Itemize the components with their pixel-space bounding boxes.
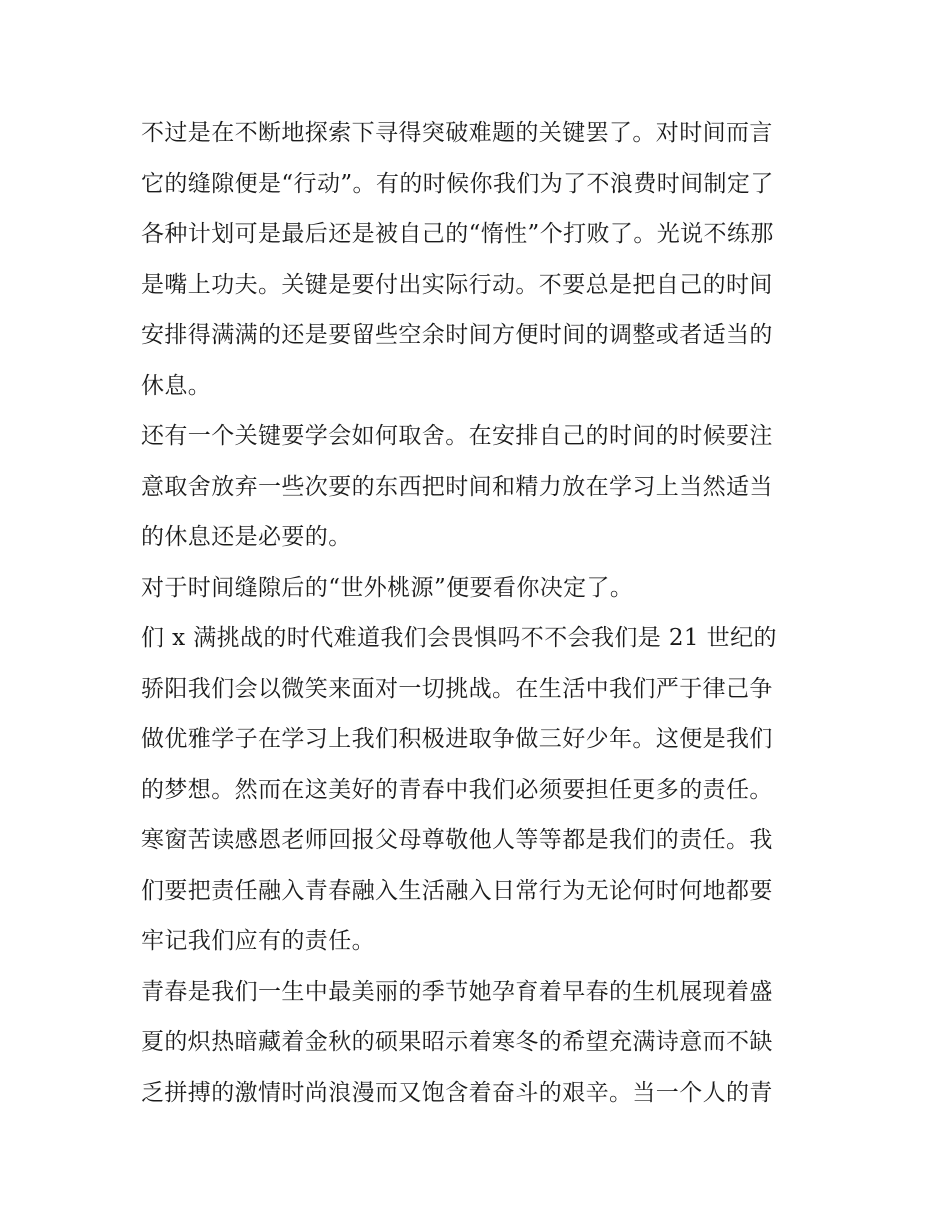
- text-line: 不过是在不断地探索下寻得突破难题的关键罢了。对时间而言: [141, 120, 773, 146]
- document-body: [141, 108, 821, 1118]
- text-line: 乏拼搏的激情时尚浪漫而又饱含着奋斗的艰辛。当一个人的青: [141, 1079, 773, 1106]
- text-line: 骄阳我们会以微笑来面对一切挑战。在生活中我们严于律己争: [141, 675, 773, 702]
- text-line: 各种计划可是最后还是被自己的“惰性”个打败了。光说不练那: [141, 221, 774, 247]
- text-line: 休息。: [141, 372, 212, 399]
- text-line: 它的缝隙便是“行动”。有的时候你我们为了不浪费时间制定了: [141, 170, 774, 197]
- text-line: 对于时间缝隙后的“世外桃源”便要看你决定了。: [141, 574, 634, 601]
- text-line: 是嘴上功夫。关键是要付出实际行动。不要总是把自己的时间: [141, 271, 773, 298]
- text-line: 青春是我们一生中最美丽的季节她孕育着早春的生机展现着盛: [141, 978, 773, 1005]
- text-line: 夏的炽热暗藏着金秋的硕果昭示着寒冬的希望充满诗意而不缺: [141, 1029, 773, 1055]
- text-line: 做优雅学子在学习上我们积极进取争做三好少年。这便是我们: [141, 726, 773, 752]
- text-line: 的休息还是必要的。: [141, 524, 352, 550]
- text-line: 的梦想。然而在这美好的青春中我们必须要担任更多的责任。: [141, 776, 773, 803]
- text-line: 们要把责任融入青春融入生活融入日常行为无论何时何地都要: [141, 877, 773, 904]
- text-line: 寒窗苦读感恩老师回报父母尊敬他人等等都是我们的责任。我: [141, 827, 773, 853]
- text-line: 安排得满满的还是要留些空余时间方便时间的调整或者适当的: [141, 322, 773, 348]
- text-line: 还有一个关键要学会如何取舍。在安排自己的时间的时候要注: [141, 423, 773, 449]
- text-line: 牢记我们应有的责任。: [141, 928, 375, 954]
- text-line: 们 x 满挑战的时代难道我们会畏惧吗不不会我们是 21 世纪的: [141, 625, 777, 651]
- text-line: 意取舍放弃一些次要的东西把时间和精力放在学习上当然适当: [141, 473, 773, 500]
